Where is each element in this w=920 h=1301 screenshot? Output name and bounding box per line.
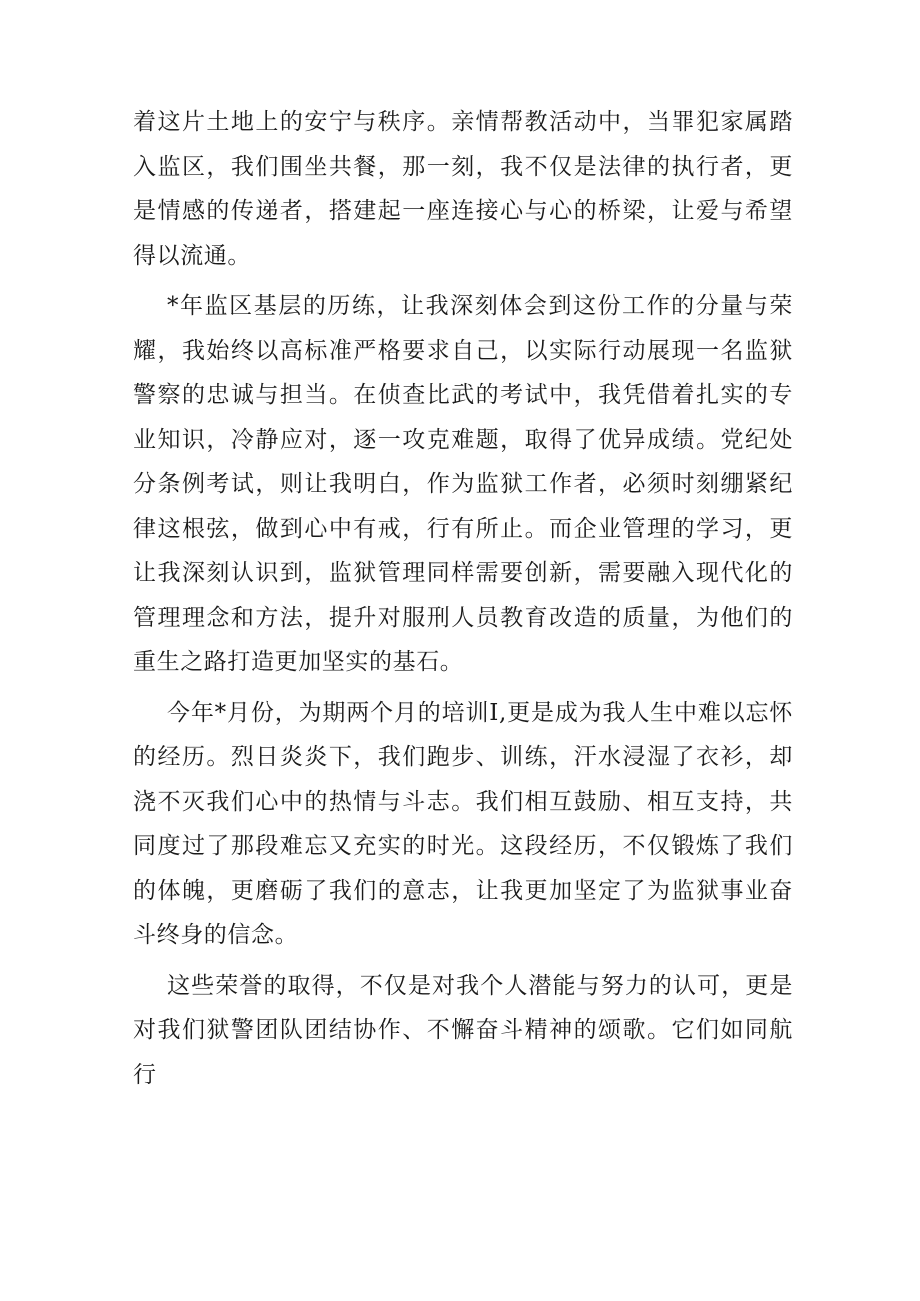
document-body (133, 100, 793, 1103)
paragraph-3: 今年*月份，为期两个月的培训I,更是成为我人生中难以忘怀的经历。烈日炎炎下，我们跑步、训练，汗水浸湿了衣衫，却浇不灭我们心中的热情与斗志。我们相互鼓励、相互支持，共同度过了那段难忘又充实的时光。这段经历，不仅锻炼了我们的体魄，更磨砺了我们的意志，让我更加坚定了为监狱事业奋斗终身的信念。 (133, 699, 793, 948)
paragraph-4: 这些荣誉的取得，不仅是对我个人潜能与努力的认可，更是对我们狱警团队团结协作、不懈奋斗精神的颂歌。它们如同航行 (133, 972, 793, 1088)
paragraph-1: 着这片土地上的安宁与秩序。亲情帮教活动中，当罪犯家属踏入监区，我们围坐共餐，那一刻，我不仅是法律的执行者，更是情感的传递者，搭建起一座连接心与心的桥梁，让爱与希望得以流通。 (133, 109, 793, 269)
paragraph-2: *年监区基层的历练，让我深刻体会到这份工作的分量与荣耀，我始终以高标准严格要求自己，以实际行动展现一名监狱警察的忠诚与担当。在侦查比武的考试中，我凭借着扎实的专业知识，冷静应对，逐一攻克难题，取得了优异成绩。党纪处分条例考试，则让我明白，作为监狱工作者，必须时刻绷紧纪律这根弦，做到心中有戒，行有所止。而企业管理的学习，更让我深刻认识到，监狱管理同样需要创新，需要融入现代化的管理理念和方法，提升对服刑人员教育改造的质量，为他们的重生之路打造更加坚实的基石。 (133, 293, 793, 675)
